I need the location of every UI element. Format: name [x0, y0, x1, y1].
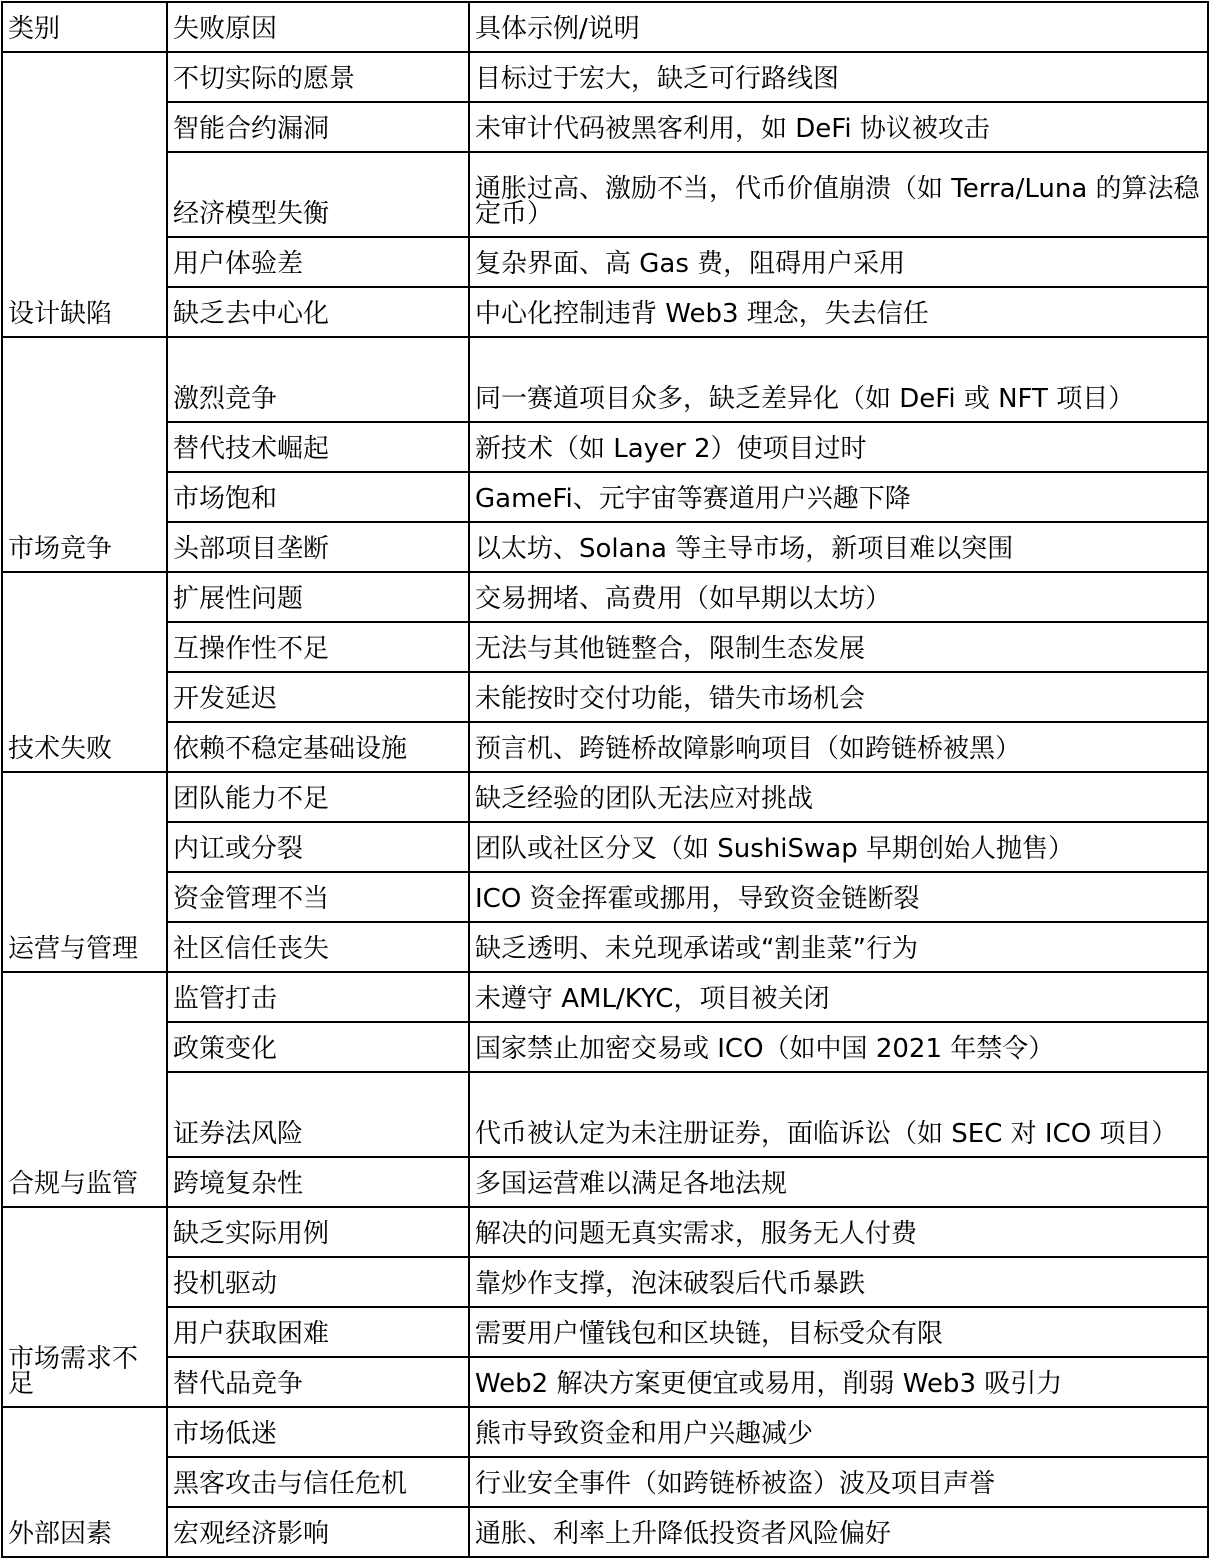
reason-cell: 缺乏去中心化 — [167, 287, 469, 337]
detail-cell: 需要用户懂钱包和区块链，目标受众有限 — [469, 1307, 1208, 1357]
table-row — [2, 102, 1208, 152]
category-cell: 运营与管理 — [2, 772, 167, 972]
reason-cell: 缺乏实际用例 — [167, 1207, 469, 1257]
detail-cell: 靠炒作支撑，泡沫破裂后代币暴跌 — [469, 1257, 1208, 1307]
detail-cell: 缺乏透明、未兑现承诺或“割韭菜”行为 — [469, 922, 1208, 972]
category-cell: 设计缺陷 — [2, 52, 167, 337]
reason-cell: 投机驱动 — [167, 1257, 469, 1307]
category-cell: 合规与监管 — [2, 972, 167, 1207]
table-row — [2, 722, 1208, 772]
table-row — [2, 1257, 1208, 1307]
header-category: 类别 — [2, 2, 167, 52]
detail-cell: 代币被认定为未注册证券，面临诉讼（如 SEC 对 ICO 项目） — [469, 1072, 1208, 1157]
reason-cell: 用户体验差 — [167, 237, 469, 287]
reason-cell: 资金管理不当 — [167, 872, 469, 922]
reason-cell: 经济模型失衡 — [167, 152, 469, 237]
table-row — [2, 287, 1208, 337]
reason-cell: 团队能力不足 — [167, 772, 469, 822]
table-row — [2, 337, 1208, 422]
table-row — [2, 822, 1208, 872]
table-row — [2, 52, 1208, 102]
detail-cell: 通胀过高、激励不当，代币价值崩溃（如 Terra/Luna 的算法稳定币） — [469, 152, 1208, 237]
detail-cell: 无法与其他链整合，限制生态发展 — [469, 622, 1208, 672]
reason-cell: 黑客攻击与信任危机 — [167, 1457, 469, 1507]
table-row — [2, 1357, 1208, 1407]
detail-cell: 国家禁止加密交易或 ICO（如中国 2021 年禁令） — [469, 1022, 1208, 1072]
reason-cell: 激烈竞争 — [167, 337, 469, 422]
table-row — [2, 922, 1208, 972]
reason-cell: 政策变化 — [167, 1022, 469, 1072]
table-row — [2, 1307, 1208, 1357]
detail-cell: 同一赛道项目众多，缺乏差异化（如 DeFi 或 NFT 项目） — [469, 337, 1208, 422]
reason-cell: 头部项目垄断 — [167, 522, 469, 572]
table-row — [2, 672, 1208, 722]
reason-cell: 开发延迟 — [167, 672, 469, 722]
table-row — [2, 237, 1208, 287]
table-row — [2, 622, 1208, 672]
detail-cell: GameFi、元宇宙等赛道用户兴趣下降 — [469, 472, 1208, 522]
reason-cell: 依赖不稳定基础设施 — [167, 722, 469, 772]
detail-cell: ICO 资金挥霍或挪用，导致资金链断裂 — [469, 872, 1208, 922]
failure-reasons-table — [1, 1, 1209, 1558]
reason-cell: 宏观经济影响 — [167, 1507, 469, 1557]
detail-cell: 未能按时交付功能，错失市场机会 — [469, 672, 1208, 722]
detail-cell: 行业安全事件（如跨链桥被盗）波及项目声誉 — [469, 1457, 1208, 1507]
reason-cell: 互操作性不足 — [167, 622, 469, 672]
detail-cell: 新技术（如 Layer 2）使项目过时 — [469, 422, 1208, 472]
table-row — [2, 422, 1208, 472]
reason-cell: 跨境复杂性 — [167, 1157, 469, 1207]
reason-cell: 市场饱和 — [167, 472, 469, 522]
reason-cell: 不切实际的愿景 — [167, 52, 469, 102]
reason-cell: 替代技术崛起 — [167, 422, 469, 472]
reason-cell: 社区信任丧失 — [167, 922, 469, 972]
category-cell: 外部因素 — [2, 1407, 167, 1557]
table-row — [2, 1207, 1208, 1257]
detail-cell: 以太坊、Solana 等主导市场，新项目难以突围 — [469, 522, 1208, 572]
table-row — [2, 1507, 1208, 1557]
detail-cell: Web2 解决方案更便宜或易用，削弱 Web3 吸引力 — [469, 1357, 1208, 1407]
header-row — [2, 2, 1208, 52]
table-row — [2, 772, 1208, 822]
reason-cell: 智能合约漏洞 — [167, 102, 469, 152]
table-row — [2, 522, 1208, 572]
table-row — [2, 872, 1208, 922]
detail-cell: 通胀、利率上升降低投资者风险偏好 — [469, 1507, 1208, 1557]
header-reason: 失败原因 — [167, 2, 469, 52]
reason-cell: 用户获取困难 — [167, 1307, 469, 1357]
detail-cell: 未审计代码被黑客利用，如 DeFi 协议被攻击 — [469, 102, 1208, 152]
table-row — [2, 472, 1208, 522]
detail-cell: 多国运营难以满足各地法规 — [469, 1157, 1208, 1207]
category-cell: 市场需求不足 — [2, 1207, 167, 1407]
detail-cell: 未遵守 AML/KYC，项目被关闭 — [469, 972, 1208, 1022]
detail-cell: 熊市导致资金和用户兴趣减少 — [469, 1407, 1208, 1457]
reason-cell: 替代品竞争 — [167, 1357, 469, 1407]
detail-cell: 解决的问题无真实需求，服务无人付费 — [469, 1207, 1208, 1257]
table-row — [2, 1072, 1208, 1157]
detail-cell: 团队或社区分叉（如 SushiSwap 早期创始人抛售） — [469, 822, 1208, 872]
reason-cell: 扩展性问题 — [167, 572, 469, 622]
detail-cell: 中心化控制违背 Web3 理念，失去信任 — [469, 287, 1208, 337]
reason-cell: 内讧或分裂 — [167, 822, 469, 872]
table-row — [2, 972, 1208, 1022]
reason-cell: 监管打击 — [167, 972, 469, 1022]
table-row — [2, 1457, 1208, 1507]
reason-cell: 市场低迷 — [167, 1407, 469, 1457]
detail-cell: 目标过于宏大，缺乏可行路线图 — [469, 52, 1208, 102]
header-detail: 具体示例/说明 — [469, 2, 1208, 52]
table-row — [2, 572, 1208, 622]
detail-cell: 缺乏经验的团队无法应对挑战 — [469, 772, 1208, 822]
category-cell: 技术失败 — [2, 572, 167, 772]
detail-cell: 交易拥堵、高费用（如早期以太坊） — [469, 572, 1208, 622]
reason-cell: 证券法风险 — [167, 1072, 469, 1157]
table-row — [2, 1022, 1208, 1072]
table-row — [2, 1157, 1208, 1207]
category-cell: 市场竞争 — [2, 337, 167, 572]
table-row — [2, 1407, 1208, 1457]
table-row — [2, 152, 1208, 237]
detail-cell: 复杂界面、高 Gas 费，阻碍用户采用 — [469, 237, 1208, 287]
detail-cell: 预言机、跨链桥故障影响项目（如跨链桥被黑） — [469, 722, 1208, 772]
